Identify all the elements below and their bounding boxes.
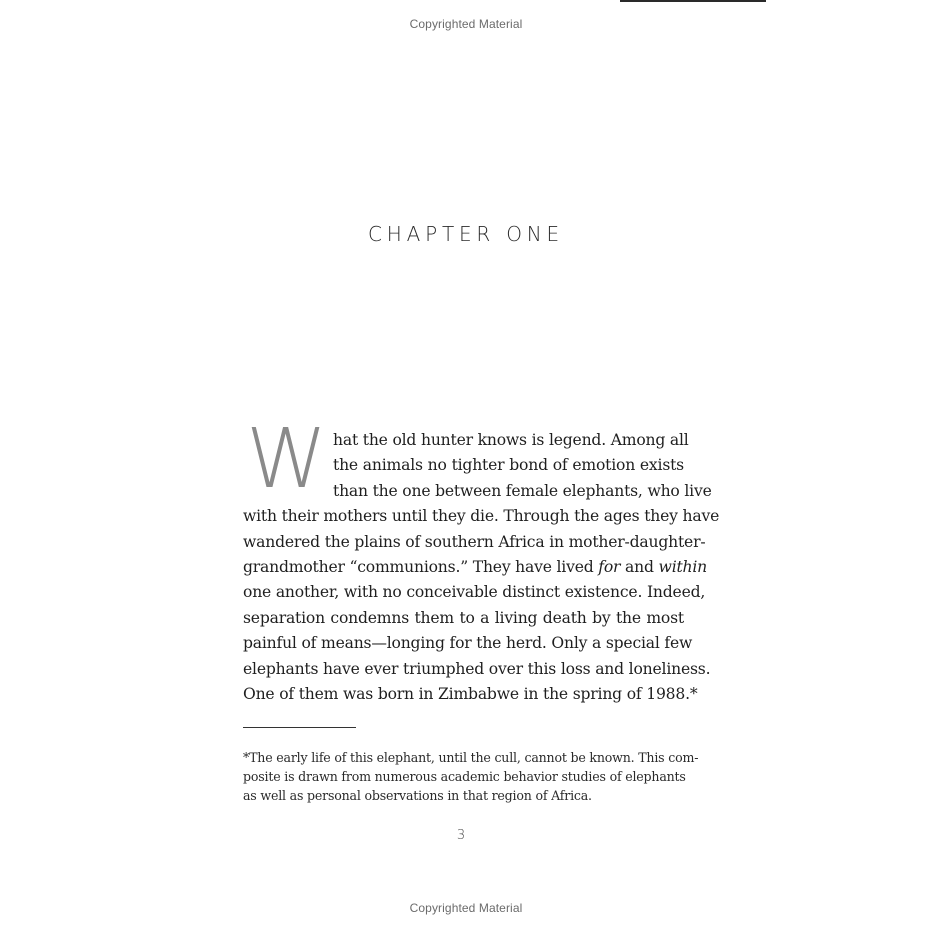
body-line: One of them was born in Zimbabwe in the spring of 1988.*: [243, 684, 698, 703]
word-and: and: [620, 557, 659, 576]
footnote-line: *The early life of this elephant, until the cull, cannot be known. This com-: [243, 750, 699, 765]
footnote-line: as well as personal observations in that region of Africa.: [243, 788, 592, 803]
body-line: painful of means—longing for the herd. Only a special few: [243, 634, 693, 653]
body-line: elephants have ever triumphed over this loss and loneliness.: [243, 659, 711, 678]
body-line-text: grandmother “communions.” They have lived: [243, 557, 599, 576]
scan-edge-mark: [620, 0, 766, 2]
body-line: than the one between female elephants, who live: [333, 481, 712, 500]
italic-for: for: [598, 557, 621, 576]
copyright-header: Copyrighted Material: [409, 17, 523, 31]
body-text: [243, 412, 720, 707]
body-line: wandered the plains of southern Africa in mother-daughter-: [243, 532, 706, 551]
page-number: 3: [456, 828, 466, 843]
footnote-line: posite is drawn from numerous academic behavior studies of elephants: [243, 769, 686, 784]
body-line: [243, 555, 708, 580]
copyright-footer: Copyrighted Material: [409, 901, 523, 915]
drop-cap: W: [246, 412, 328, 507]
footnote-rule: [243, 727, 356, 728]
body-line: with their mothers until they die. Through the ages they have: [243, 507, 720, 526]
chapter-title: CHAPTER ONE: [368, 222, 564, 246]
body-line: hat the old hunter knows is legend. Among all: [333, 431, 689, 449]
body-line: separation condemns them to a living death by the most: [243, 608, 684, 627]
body-line: the animals no tighter bond of emotion exists: [333, 456, 684, 475]
body-line: one another, with no conceivable distinct existence. Indeed,: [243, 583, 706, 602]
italic-within: within: [658, 557, 708, 576]
footnote: [243, 748, 699, 805]
